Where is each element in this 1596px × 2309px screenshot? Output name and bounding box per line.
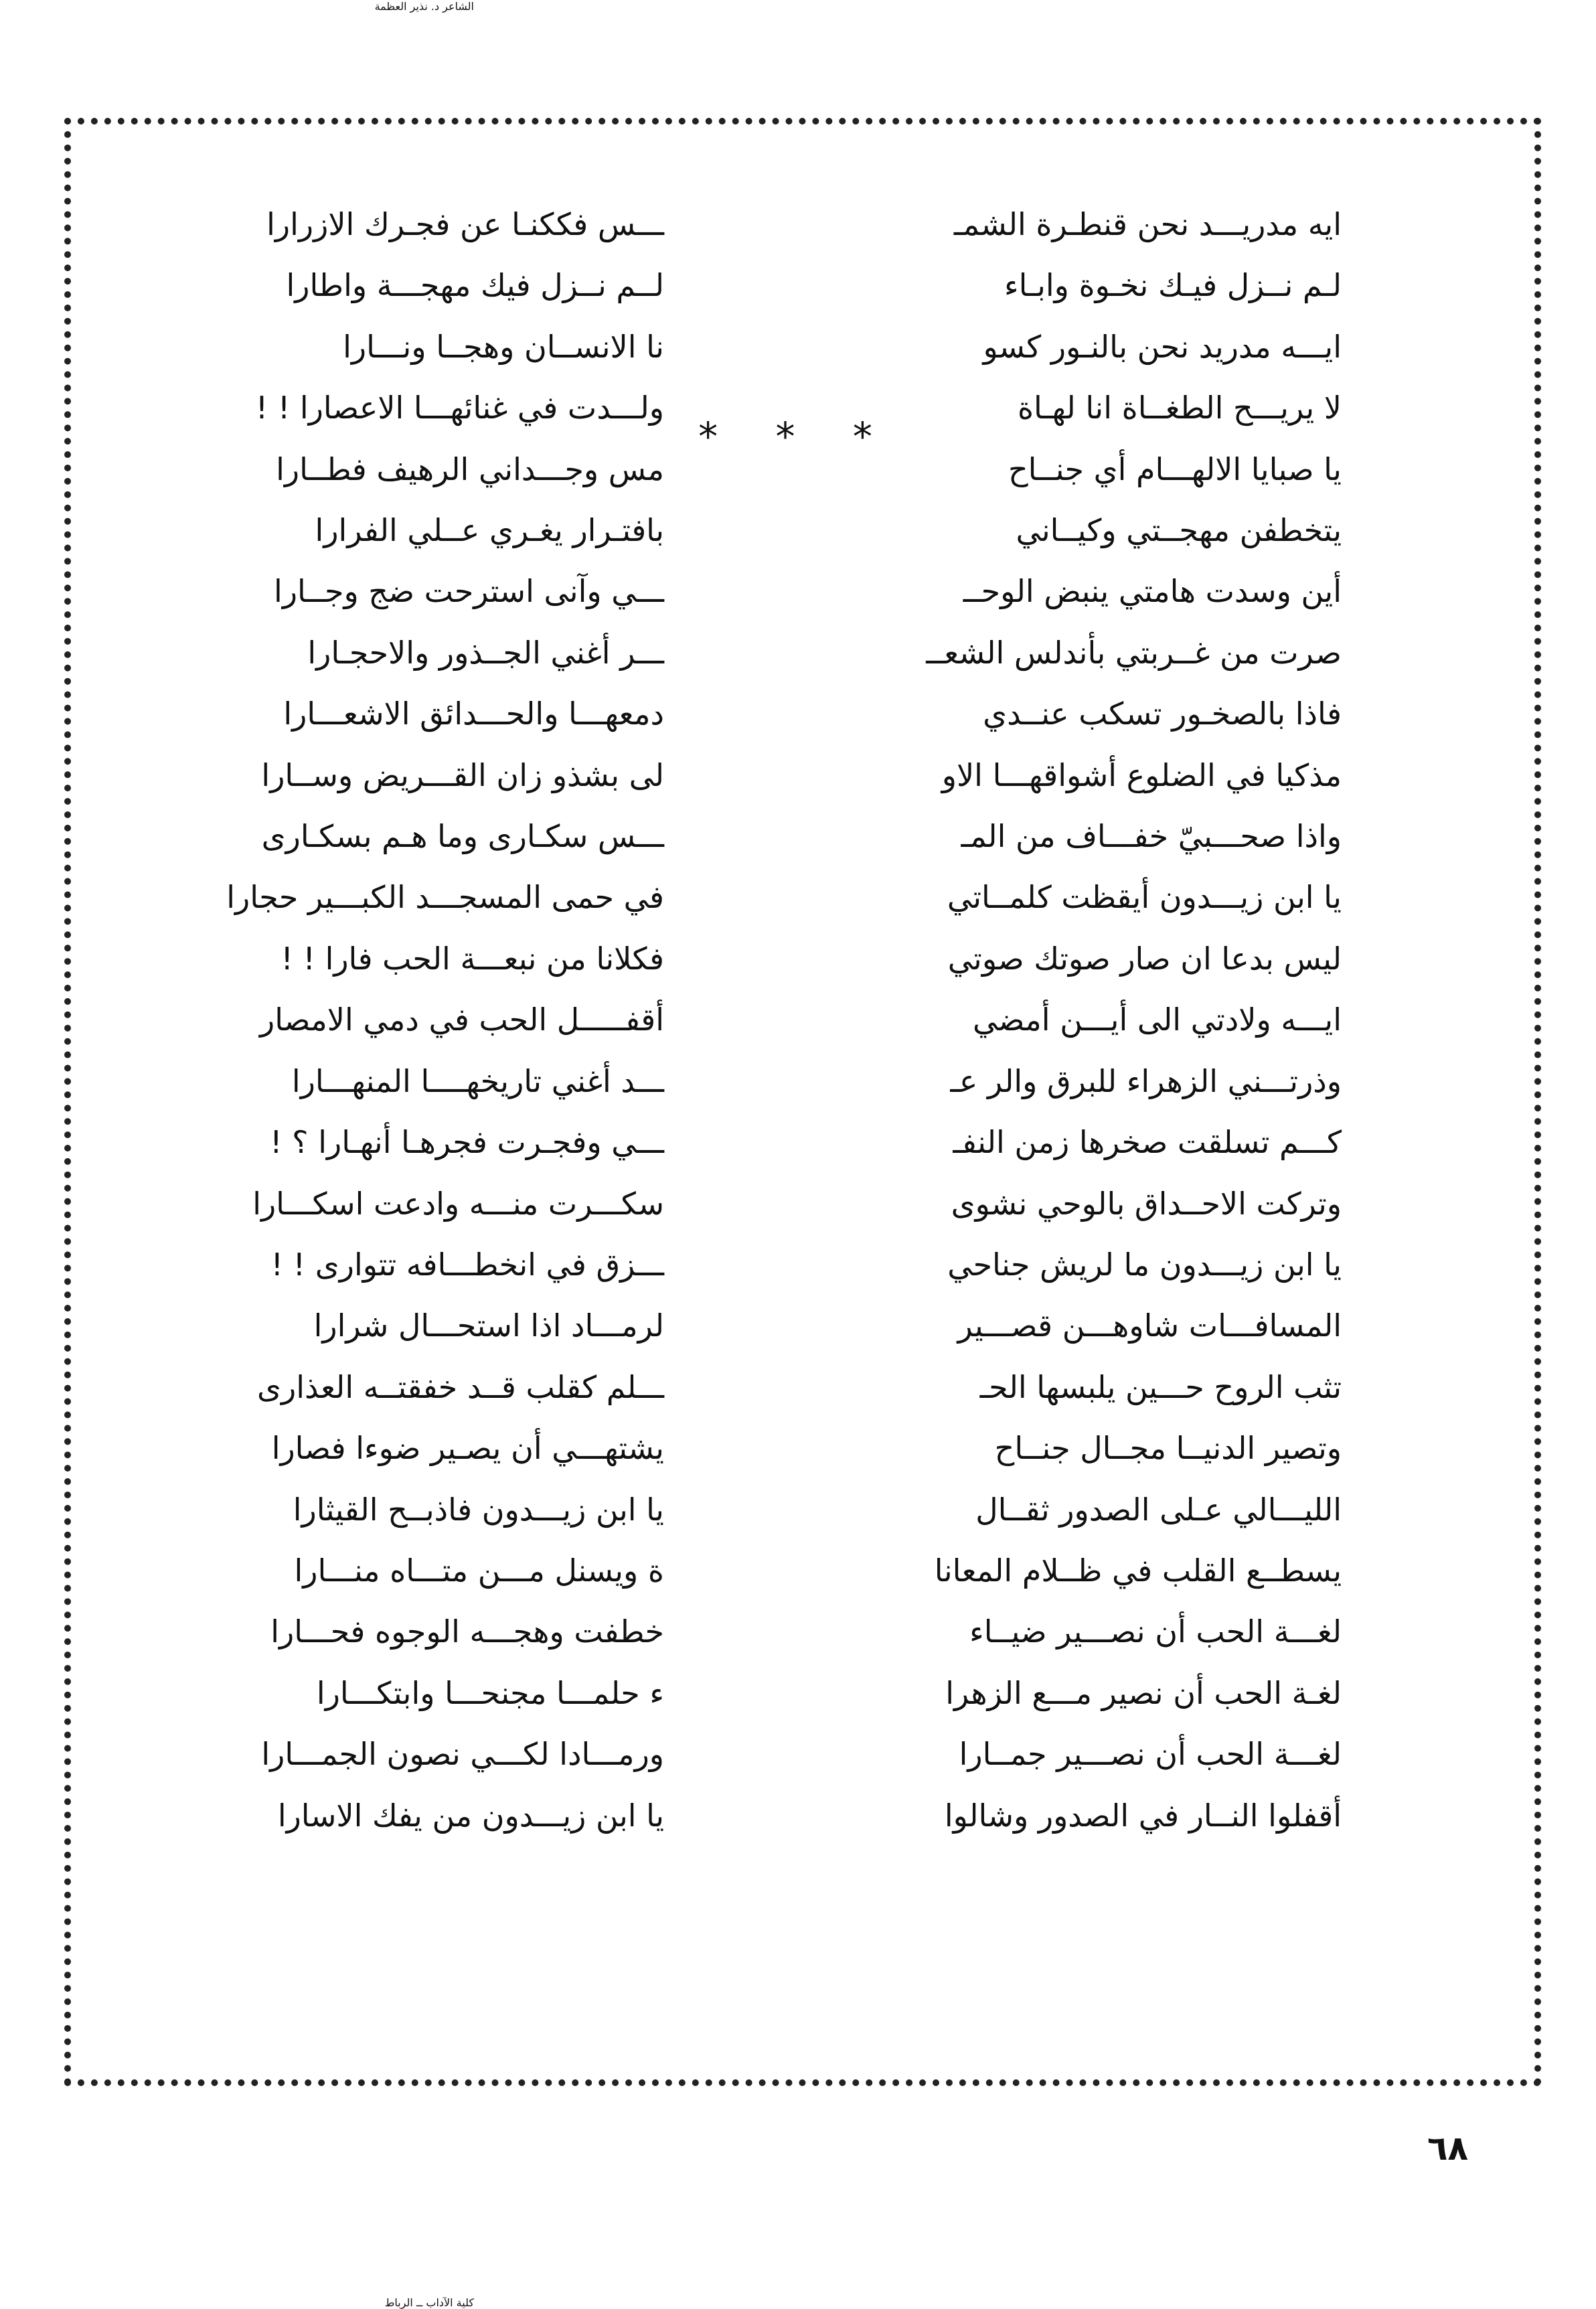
- poem-line-left: ورمـــادا لكـــي نصون الجمـــارا: [261, 1736, 664, 1773]
- poem-line-right: يا ابن زيـــدون ما لريش جناحي: [947, 1246, 1342, 1283]
- poem-line-right: وتركت الاحــداق بالوحي نشوى: [951, 1185, 1342, 1222]
- poem-line-right: الليـــالي عـلى الصدور ثقــال: [975, 1491, 1342, 1528]
- poem-line-left: ـــي وآنى استرحت ضج وجــارا: [274, 573, 664, 610]
- poem-line-left: ولـــدت في غنائهـــا الاعصارا ! !: [255, 390, 664, 426]
- poem-line-left: لــم نــزل فيك مهجـــة واطارا: [286, 267, 664, 304]
- poem-line-left: لرمـــاد اذا استحـــال شرارا: [313, 1307, 664, 1344]
- poem-line-right: فاذا بالصخـور تسكب عنــدي: [983, 696, 1342, 732]
- poem-line-right: لا يريـــح الطغــاة انا لهـاة: [1017, 390, 1342, 426]
- poem-line-left: ء حلمـــا مجنحـــا وابتكـــارا: [316, 1674, 664, 1711]
- poem-line-right: أين وسدت هامتي ينبض الوحــ: [963, 573, 1342, 610]
- poem-line-left: ـــزق في انخطـــافه تتوارى ! !: [270, 1246, 664, 1283]
- poem-line-right: مذكيا في الضلوع أشواقهـــا الاو: [941, 757, 1342, 793]
- poem-line-right: ايه مدريـــد نحن قنطـرة الشمـ: [953, 206, 1342, 242]
- poem-line-left: يا ابن زيـــدون من يفك الاسارا: [277, 1797, 664, 1834]
- poem-line-left: ة ويسنل مـــن متـــاه منـــارا: [294, 1552, 664, 1589]
- poem-line-left: ـــس فككنـا عن فجـرك الازرارا: [266, 206, 664, 242]
- poem-line-left: يشتهـــي أن يصـير ضوءا فصارا: [271, 1430, 664, 1467]
- poem-line-right: لـم نــزل فيـك نخـوة وابـاء: [1004, 267, 1342, 304]
- poem-line-right: يتخطفن مهجــتي وكيــاني: [1016, 512, 1342, 549]
- poem-line-left: ـــر أغني الجــذور والاحجـارا: [307, 634, 664, 671]
- author-name: الشاعر د. نذير العظمة: [374, 0, 474, 13]
- poem-line-left: أقفـــــل الحب في دمي الامصار: [260, 1002, 664, 1038]
- poem-line-right: ليس بدعا ان صار صوتك صوتي: [947, 940, 1342, 977]
- poem-line-right: ايـــه مدريد نحن بالنـور كسو: [983, 328, 1342, 365]
- poem-line-right: لغـــة الحب أن نصـــير جمــارا: [959, 1736, 1342, 1773]
- poem-line-right: تثب الروح حـــين يلبسها الحـ: [979, 1368, 1342, 1405]
- poem-line-left: فكلانا من نبعـــة الحب فارا ! !: [281, 940, 664, 977]
- author-affiliation: كلية الآداب ــ الرباط: [384, 2296, 474, 2309]
- poem-line-left: خطفت وهجـــه الوجوه فحـــارا: [270, 1613, 664, 1650]
- poem-line-right: يا صبايا الالهـــام أي جنــاح: [1008, 451, 1342, 487]
- poem-line-left: ـــس سكـارى وما هـم بسكـارى: [261, 818, 664, 855]
- poem-line-right: واذا صحـــبيّ خفـــاف من المـ: [961, 818, 1342, 855]
- poem-line-right: صرت من غــربتي بأندلس الشعــ: [926, 634, 1342, 671]
- poem-line-right: ايـــه ولادتي الى أيـــن أمضي: [972, 1002, 1342, 1038]
- poem-line-right: يسطــع القلب في ظــلام المعانا: [934, 1552, 1342, 1589]
- poem-line-right: وتصير الدنيــا مجــال جنــاح: [994, 1430, 1342, 1467]
- page-number: ٦٨: [1427, 2129, 1469, 2168]
- poem-right-column: [860, 194, 1342, 1846]
- poem-line-left: لى بشذو زان القـــريض وســارا: [261, 757, 664, 793]
- poem-left-column: [195, 194, 664, 1846]
- poem-line-right: يا ابن زيـــدون أيقظت كلمــاتي: [947, 879, 1342, 916]
- poem-line-left: نا الانســان وهجــا ونـــارا: [343, 328, 664, 365]
- poem-line-left: سكـــرت منـــه وادعت اسكـــارا: [252, 1185, 664, 1222]
- poem-line-right: لغـــة الحب أن نصـــير ضيــاء: [969, 1613, 1342, 1650]
- poem-line-right: لغـة الحب أن نصير مـــع الزهرا: [945, 1674, 1342, 1711]
- poem-line-left: دمعهـــا والحـــدائق الاشعـــارا: [283, 696, 664, 732]
- poem-line-right: وذرتـــني الزهراء للبرق والر عـ: [950, 1062, 1342, 1099]
- section-separator-stars: * * *: [698, 414, 895, 459]
- poem-line-right: المسافـــات شاوهـــن قصـــير: [957, 1307, 1342, 1344]
- poem-line-left: ـــلم كقلب قــد خفقتــه العذارى: [256, 1368, 664, 1405]
- poem-line-left: مس وجـــداني الرهيف فطــارا: [276, 451, 664, 487]
- poem-line-right: كـــم تسلقت صخرها زمن النفـ: [953, 1124, 1342, 1161]
- poem-line-right: أقفلوا النــار في الصدور وشالوا: [944, 1797, 1342, 1834]
- poem-line-left: بافتـرار يغـري عــلي الفرارا: [315, 512, 664, 549]
- poem-line-left: يا ابن زيـــدون فاذبــح القيثارا: [293, 1491, 664, 1528]
- poem-line-left: ـــد أغني تاريخهــــا المنهـــارا: [291, 1062, 664, 1099]
- poem-line-left: ـــي وفجـرت فجرهـا أنهـارا ؟ !: [270, 1124, 664, 1161]
- poem-line-left: في حمى المسجـــد الكبـــير حجارا: [226, 879, 664, 916]
